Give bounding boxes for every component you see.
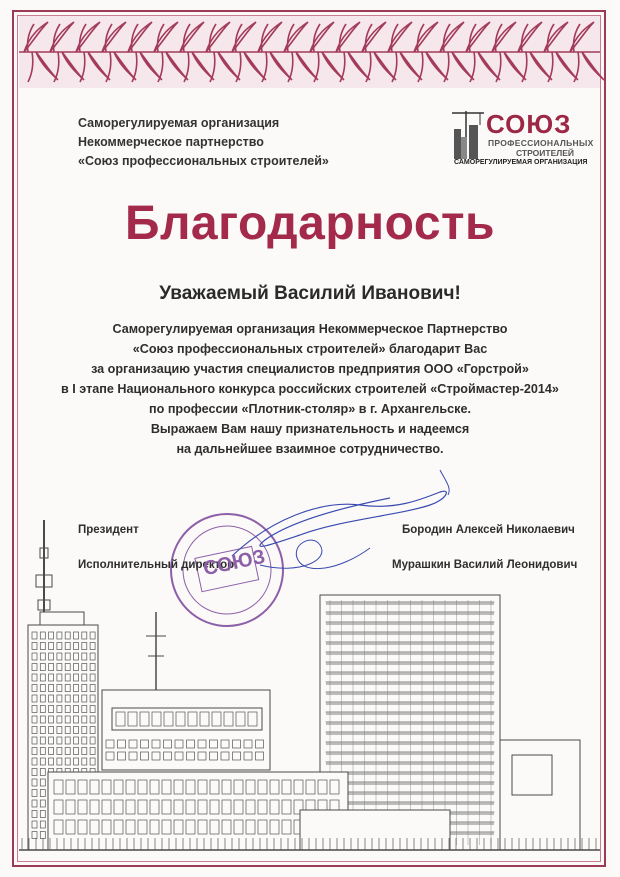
- director-role: Исполнительный директор: [78, 559, 235, 571]
- body-line: по профессии «Плотник-столяр» в г. Архангельске.: [149, 402, 471, 416]
- org-line: «Союз профессиональных строителей»: [78, 154, 329, 168]
- president-role: Президент: [78, 524, 139, 536]
- greeting: Уважаемый Василий Иванович!: [159, 283, 461, 304]
- body-line: Выражаем Вам нашу признательность и надеемся: [150, 422, 470, 436]
- logo-word: СОЮЗ: [486, 109, 572, 139]
- body-line: на дальнейшее взаимное сотрудничество.: [176, 442, 444, 456]
- logo-subtitle: СТРОИТЕЛЕЙ: [516, 148, 575, 158]
- organization-block: [78, 114, 329, 171]
- director-name: Мурашкин Василий Леонидович: [392, 559, 578, 571]
- org-line: Некоммерческое партнерство: [78, 135, 264, 149]
- org-line: Саморегулируемая организация: [78, 116, 280, 130]
- president-name: Бородин Алексей Николаевич: [402, 524, 575, 536]
- stamp-word: СОЮЗ: [201, 545, 268, 581]
- body-line: за организацию участия специалистов предприятия ООО «Горстрой»: [91, 362, 529, 376]
- logo: [446, 107, 594, 173]
- laurel-band: [19, 16, 604, 88]
- crane-icon: [446, 107, 486, 163]
- logo-tagline: САМОРЕГУЛИРУЕМАЯ ОРГАНИЗАЦИЯ: [454, 159, 588, 166]
- body-line: в I этапе Национального конкурса российских строителей «Строймастер-2014»: [61, 382, 559, 396]
- body-line: Саморегулируемая организация Некоммерческое Партнерство: [112, 322, 508, 336]
- body-text: [30, 319, 590, 459]
- logo-subtitle: ПРОФЕССИОНАЛЬНЫХ: [488, 138, 594, 148]
- document-title: Благодарность: [124, 197, 496, 250]
- body-line: «Союз профессиональных строителей» благодарит Вас: [132, 342, 488, 356]
